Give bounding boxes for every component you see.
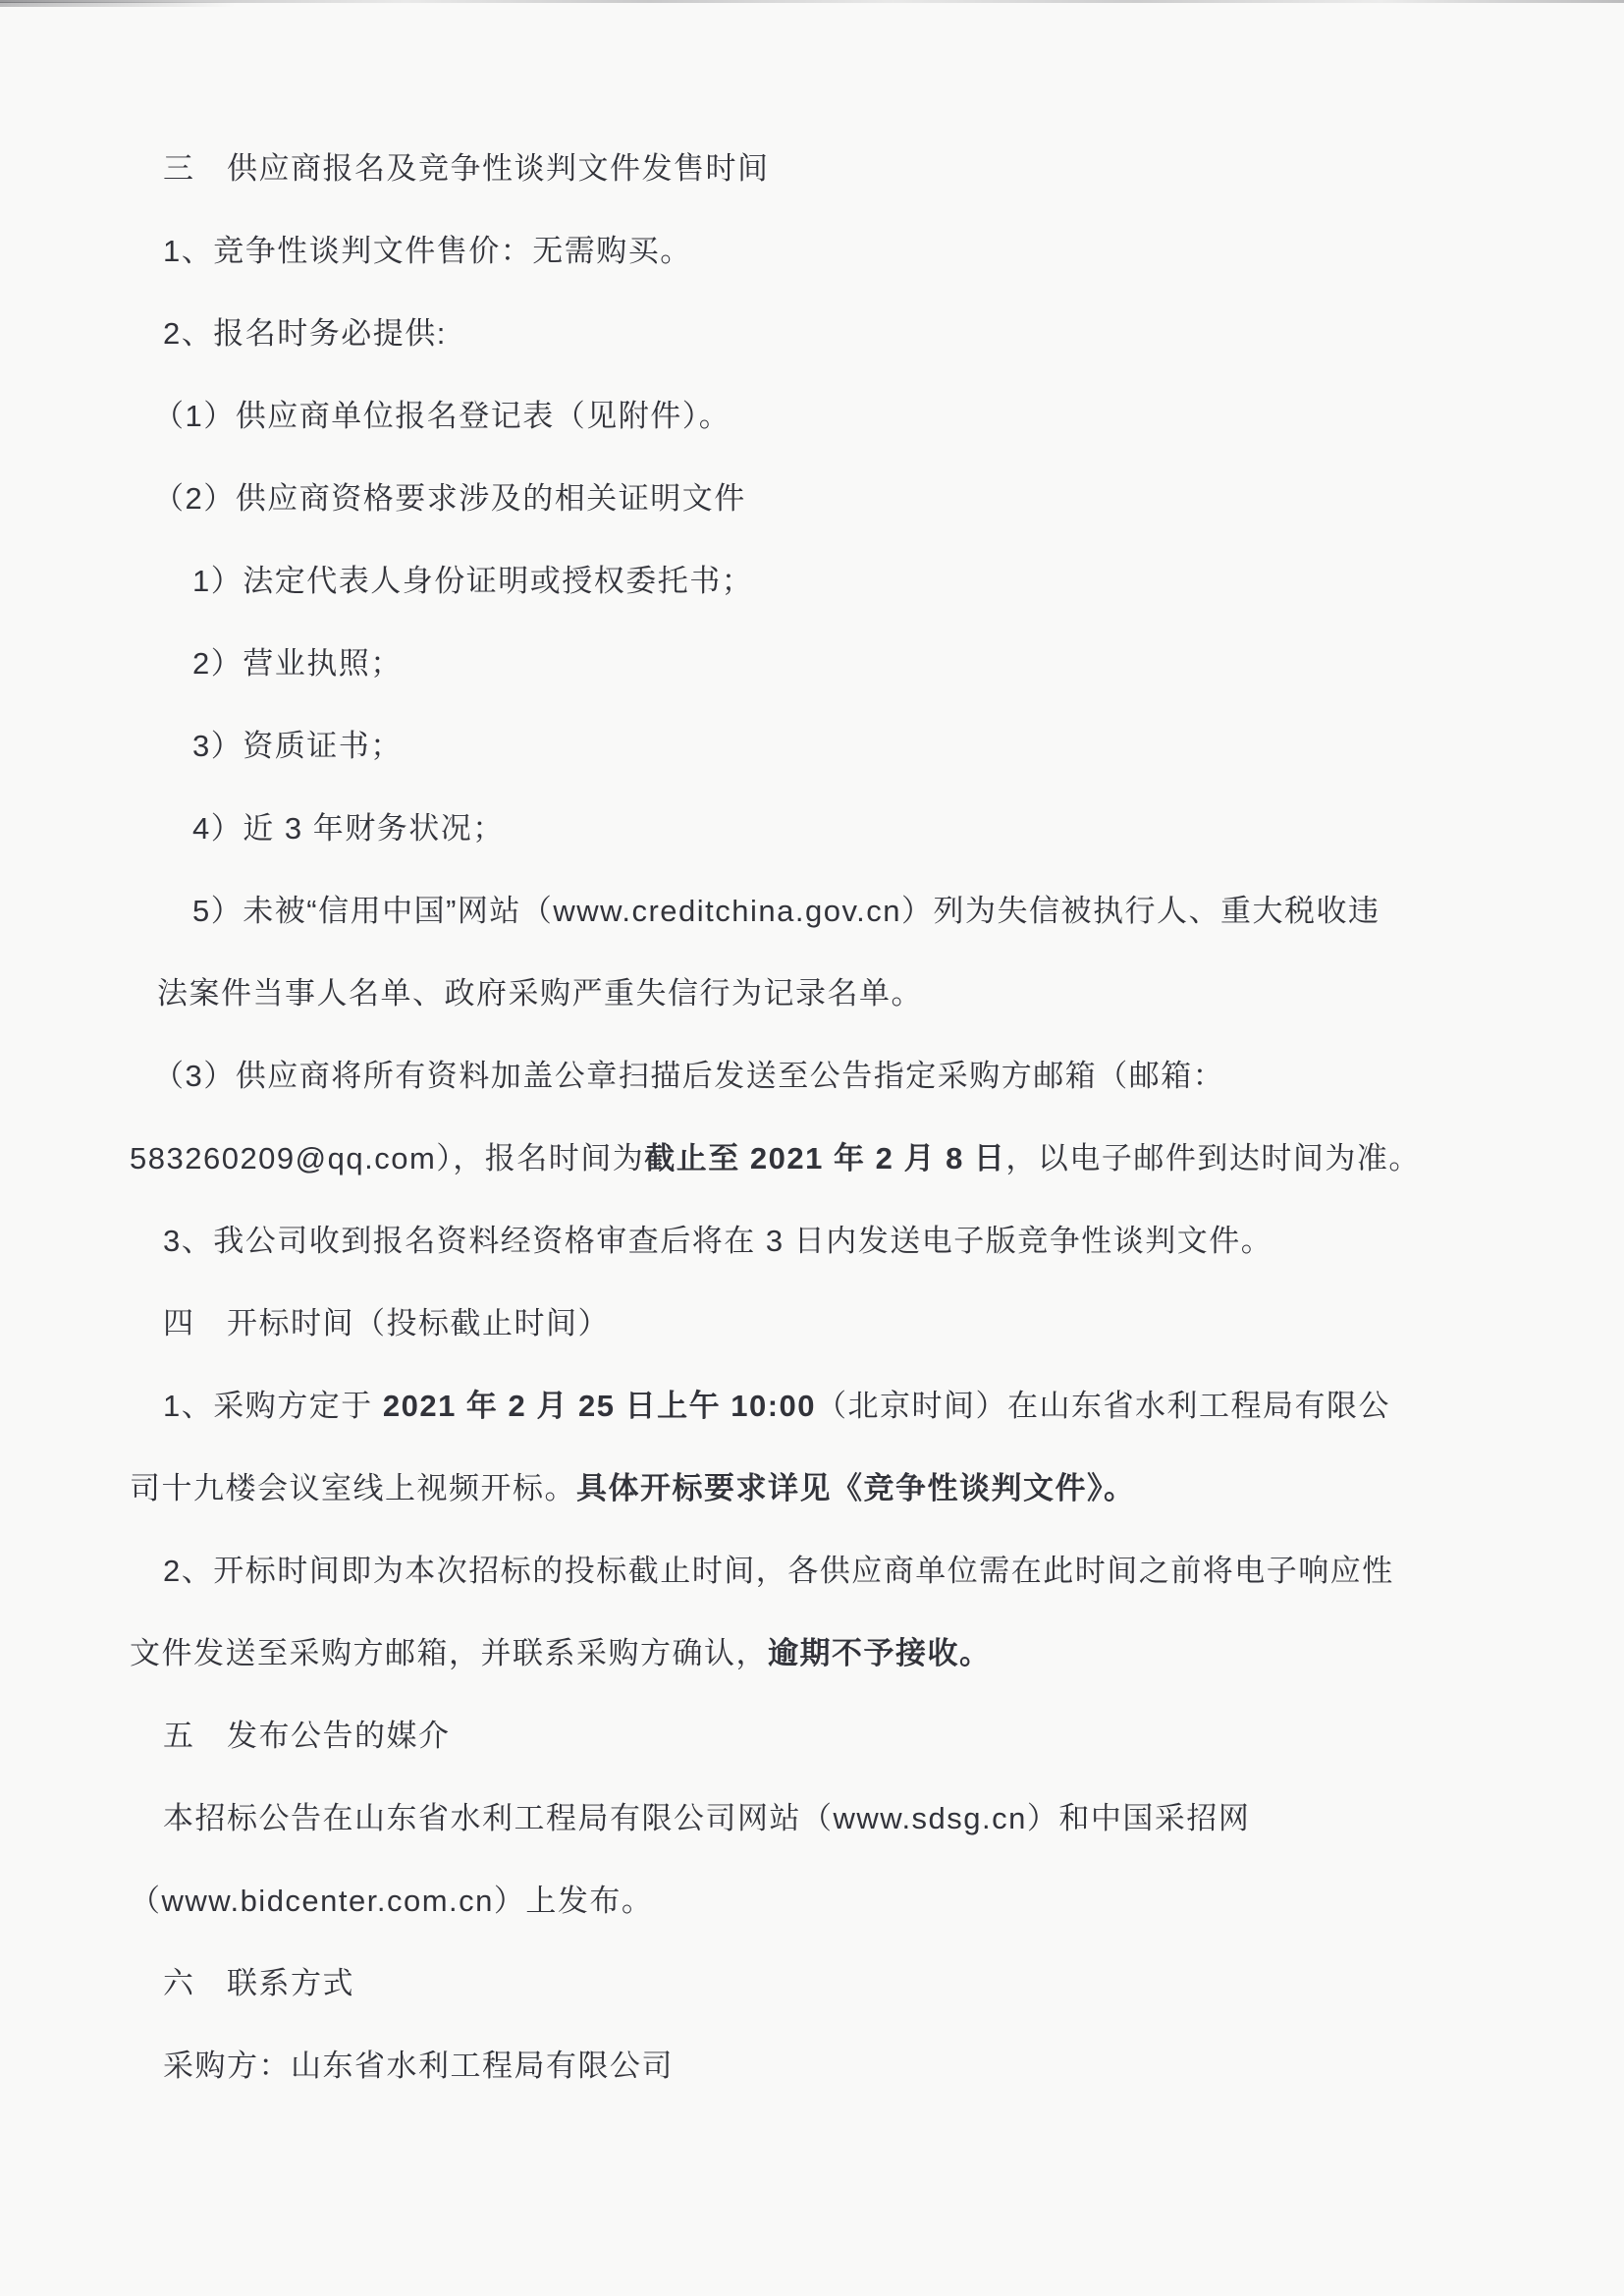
text-segment: （3）供应商将所有资料加盖公章扫描后发送至公告指定采购方邮箱（邮箱： [153, 1059, 1225, 1093]
document-line [128, 293, 1545, 375]
document-line [128, 1365, 1545, 1448]
text-segment: 五 发布公告的媒介 [163, 1719, 451, 1753]
text-segment: 四 开标时间（投标截止时间） [163, 1306, 610, 1340]
text-segment: 4）近 3 年财务状况； [192, 811, 505, 846]
document-line [128, 1695, 1545, 1777]
text-segment: 1、竞争性谈判文件售价：无需购买。 [163, 234, 692, 268]
document-line [128, 870, 1545, 953]
document-line [128, 458, 1545, 540]
document-line [128, 1777, 1545, 1860]
document-line [128, 2025, 1545, 2107]
document-line [128, 1860, 1545, 1942]
text-segment: 5）未被“信用中国”网站（www.creditchina.gov.cn）列为失信被执行人、重大税收违 [192, 894, 1380, 928]
text-segment: 本招标公告在山东省水利工程局有限公司网站（www.sdsg.cn）和中国采招网 [163, 1801, 1251, 1835]
emphasis-text: 2021 年 2 月 25 日上午 10:00 [382, 1389, 817, 1423]
text-segment: （2）供应商资格要求涉及的相关证明文件 [153, 481, 746, 516]
document-line [128, 210, 1545, 293]
text-segment: 2、报名时务必提供: [163, 316, 447, 351]
text-segment: 3）资质证书； [192, 729, 403, 763]
scanned-document-text [128, 128, 1545, 2107]
document-line [128, 1200, 1545, 1283]
text-segment: 三 供应商报名及竞争性谈判文件发售时间 [163, 151, 770, 186]
document-line [128, 1448, 1545, 1530]
document-line [128, 953, 1545, 1035]
text-segment: 1）法定代表人身份证明或授权委托书； [192, 564, 754, 598]
document-line [128, 375, 1545, 458]
text-segment: 583260209@qq.com），报名时间为 [130, 1141, 645, 1175]
text-segment: ，以电子邮件到达时间为准。 [1005, 1141, 1421, 1175]
text-segment: 司十九楼会议室线上视频开标。 [130, 1471, 576, 1505]
document-line [128, 540, 1545, 623]
text-segment: 六 联系方式 [163, 1966, 354, 2000]
text-segment: 3、我公司收到报名资料经资格审查后将在 3 日内发送电子版竞争性谈判文件。 [163, 1224, 1273, 1258]
document-line [128, 1942, 1545, 2025]
text-segment: 1、采购方定于 [163, 1389, 383, 1423]
text-segment: 2）营业执照； [192, 646, 403, 681]
document-line [128, 788, 1545, 870]
scan-artifact-smudge [0, 2, 236, 7]
document-line [128, 1283, 1545, 1365]
text-segment: （www.bidcenter.com.cn）上发布。 [130, 1884, 654, 1918]
emphasis-text: 具体开标要求详见《竞争性谈判文件》。 [576, 1471, 1136, 1505]
document-line [128, 1530, 1545, 1613]
text-segment: 文件发送至采购方邮箱，并联系采购方确认， [130, 1636, 768, 1670]
document-line [128, 1035, 1545, 1118]
text-segment: 采购方：山东省水利工程局有限公司 [163, 2049, 674, 2083]
emphasis-text: 截止至 2021 年 2 月 8 日 [644, 1141, 1006, 1175]
document-line [128, 705, 1545, 788]
document-line [128, 128, 1545, 210]
emphasis-text: 逾期不予接收。 [768, 1636, 992, 1670]
text-segment: （1）供应商单位报名登记表（见附件）。 [153, 399, 731, 433]
document-line [128, 1613, 1545, 1695]
text-segment: 2、开标时间即为本次招标的投标截止时间，各供应商单位需在此时间之前将电子响应性 [163, 1554, 1394, 1588]
document-line [128, 623, 1545, 705]
scan-artifact-top-edge [0, 0, 1624, 3]
text-segment: 法案件当事人名单、政府采购严重失信行为记录名单。 [157, 976, 923, 1011]
document-line [128, 1118, 1545, 1200]
text-segment: （北京时间）在山东省水利工程局有限公 [816, 1389, 1391, 1423]
